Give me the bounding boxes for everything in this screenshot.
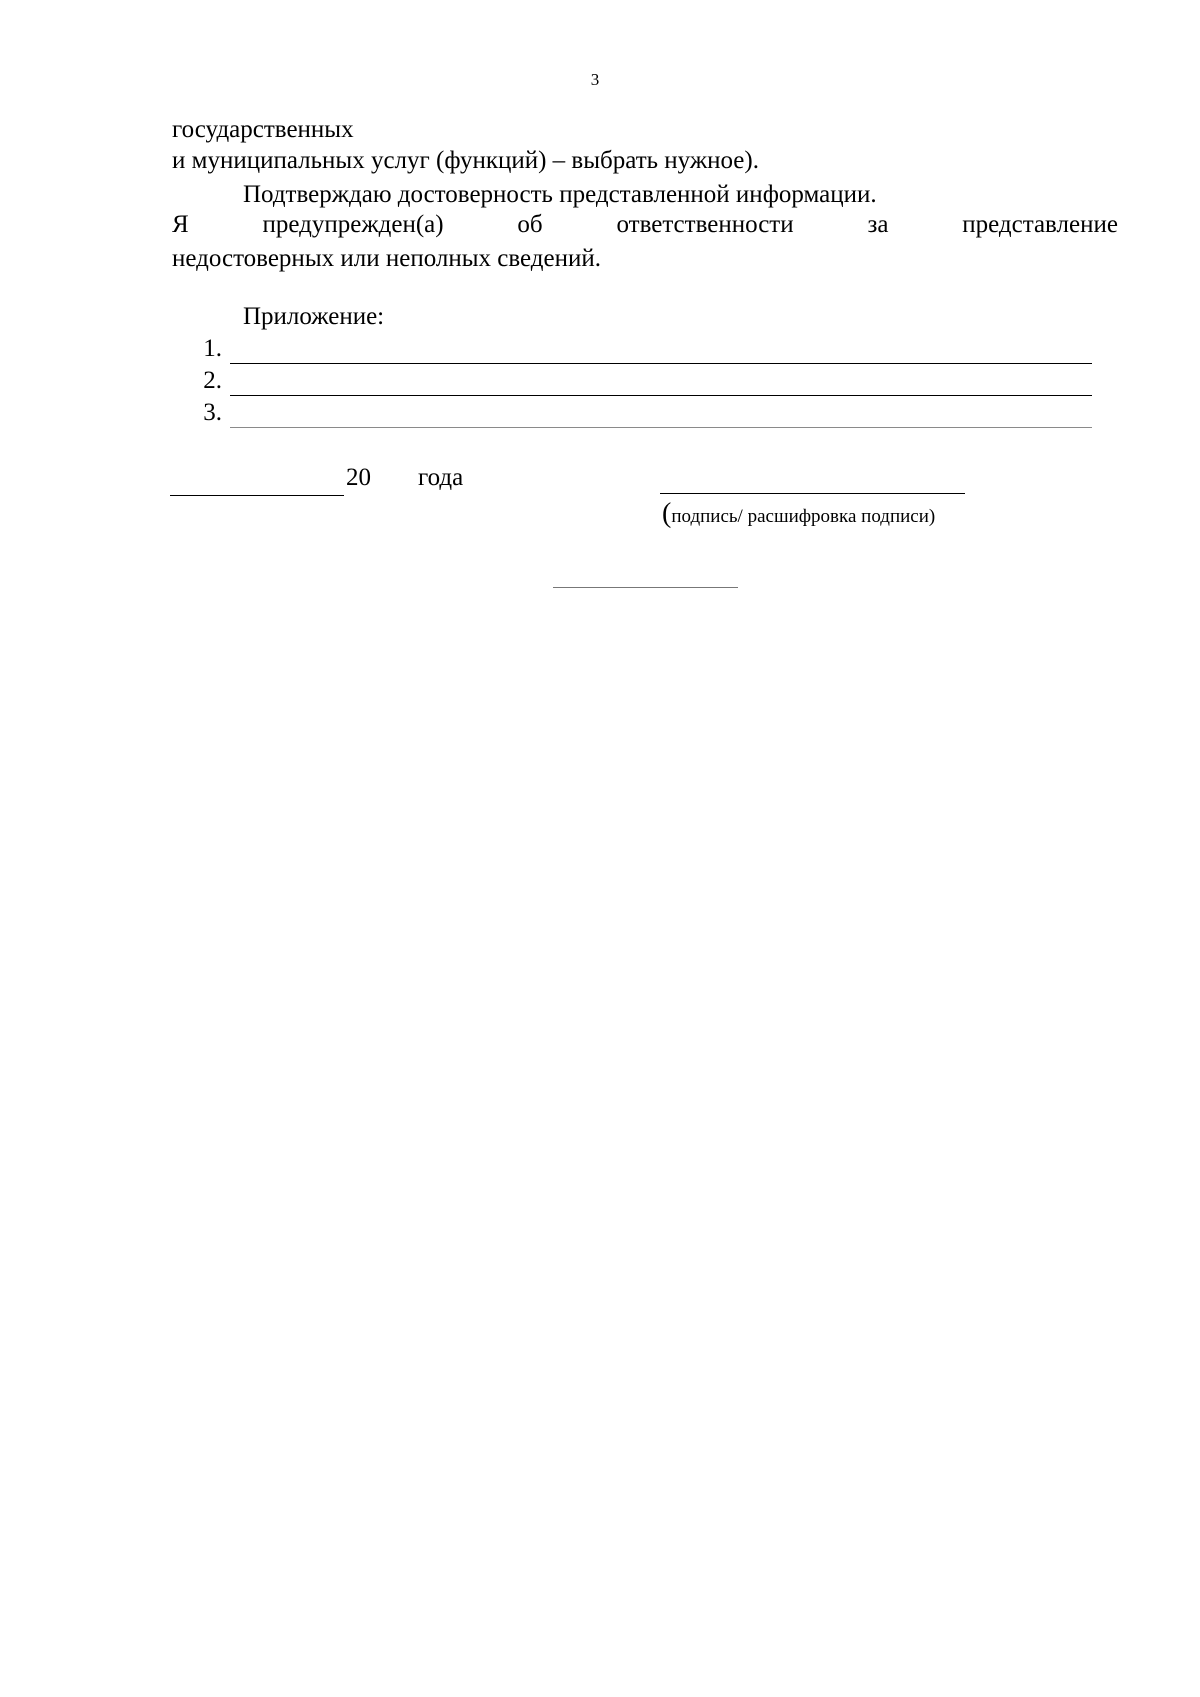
word: за — [867, 211, 889, 238]
word: ответственности — [616, 211, 794, 238]
word: Я — [172, 211, 189, 238]
attachment-item — [172, 334, 1092, 364]
signature-caption — [662, 500, 935, 531]
attachment-blank-line — [230, 403, 1092, 428]
body-text-line: государственных — [172, 116, 354, 143]
attachment-number: 2. — [203, 367, 222, 394]
attachment-number: 1. — [203, 335, 222, 362]
word: представление — [962, 211, 1118, 238]
year-prefix: 20 — [346, 464, 371, 491]
year-suffix: года — [418, 464, 464, 491]
page-number: 3 — [590, 70, 600, 89]
attachment-item — [172, 366, 1092, 396]
signature-blank-line — [660, 493, 965, 494]
attachment-item — [172, 398, 1092, 428]
attachment-blank-line — [230, 339, 1092, 364]
word: предупрежден(а) — [262, 211, 444, 238]
date-blank-line — [170, 495, 344, 496]
body-text-line: и муниципальных услуг (функций) – выбрать нужное). — [172, 147, 759, 174]
liability-statement-end: недостоверных или неполных сведений. — [172, 245, 601, 272]
attachments-title: Приложение: — [243, 303, 385, 330]
confirmation-statement: Подтверждаю достоверность представленной информации. — [243, 181, 877, 208]
attachment-number: 3. — [203, 399, 222, 426]
liability-statement-line — [172, 210, 1118, 240]
caption-text: подпись/ расшифровка подписи) — [671, 506, 936, 527]
caption-open-paren: ( — [662, 498, 672, 529]
end-divider — [553, 587, 738, 588]
word: об — [517, 211, 543, 238]
attachment-blank-line — [230, 371, 1092, 396]
